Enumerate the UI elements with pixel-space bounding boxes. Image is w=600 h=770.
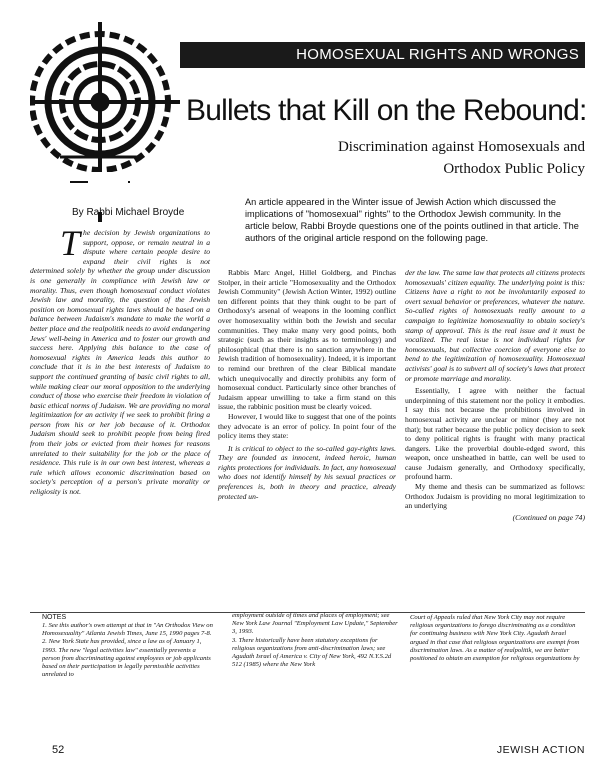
column-2-paragraph-2: However, I would like to suggest that one of the points they advocate is an error of policy. In point four of the policy items they state: (218, 411, 396, 441)
column-3-quote: der the law. The same law that protects all citizens protects homosexuals' citizen equality. The underlying point is this: Citizens have a right to not be involuntarily exposed to overt sexual behavior or preferences, whatever the nature. So-called rights of homosexuals really amount to a campaign to legitimize homosexuality to obtain society's stamp of approval. This is the real issue and it must be vocalized. The real issue is not individual rights for homosexuals, but collective coercion of everyone else to bend to the legitimization of homosexuality. Homosexual activists' goal is to subvert all of society's laws that protect or promote marriage and morality. (405, 268, 585, 383)
article-subtitle (300, 136, 585, 180)
column-3 (405, 268, 585, 522)
magazine-name: JEWISH ACTION (496, 744, 585, 756)
drop-cap: T (60, 223, 81, 263)
footnote-column-2: employment outside of times and places of employment; see New York Law Journal "Employment Law Update," September 3, 1993. 3. There historically have been statutory exceptions for religious organizations from anti-discrimination laws; see Agudath Israel of America v. City of New York, 492 N.Y.S.2d 512 (1985) where the New York (232, 612, 398, 669)
continued-note: (Continued on page 74) (512, 512, 585, 522)
section-banner: HOMOSEXUAL RIGHTS AND WRONGS (180, 42, 585, 68)
subtitle-line-1: Discrimination against Homosexuals and (337, 139, 585, 155)
subtitle-line-2: Orthodox Public Policy (443, 161, 585, 177)
footnote-column-3: Court of Appeals ruled that New York City may not require religious organizations to forego discriminating as a condition for continuing business with New York City. Agudath Israel argued in that case that religious organizations are exempt from discrimination laws. As a matter of realpolitik, we are better positioned to obtain an exemption for religious organizations by (410, 614, 580, 663)
column-3-paragraph-2: Essentially, I agree with neither the factual underpinning of this statement nor the policy it embodies. I say this not because the prohibitions involved in homosexual activity are unclear or minor (they are not that); but rather because the public policy decision to seek to deny political rights is fraught with many practical dangers. Like the proverbial double-edged sword, this weapon, once unsheathed in battle, can well be used to cause Judaism generally, and Orthodoxy specifically, profound harm. (405, 386, 585, 482)
column-3-paragraph-3: My theme and thesis can be summarized as follows: Orthodox Judaism is providing no moral legitimization to an underlying (405, 482, 585, 511)
column-2 (218, 268, 396, 501)
intro-paragraph: An article appeared in the Winter issue of Jewish Action which discussed the implications of "homosexual" rights" to the Orthodox Jewish community. In the article below, Rabbi Broyde questions one of the points outlined in that article. The authors of the original article respond on the following page. (245, 197, 579, 243)
column-1-text: he decision by Jewish organizations to support, oppose, or remain neutral in a dispute where certain people desire to expand their civil rights is not determined solely by whether the group under discussion is one generally in compliance with Jewish law or morality. Thus, even though homosexual conduct violates Jewish law and morality, the question of the Jewish position on homosexual rights laws should be based on a balance between Judaism's mandate to make the world a better place and the realpolitik needs to avoid endangering Jews' well-being in America and to foster our growth and success here. Applying this balance to the case of homosexual rights in America leads this author to conclude that it is in the best interests of Judaism to support the continued granting of basic civil rights to all, while making clear our moral opposition to the underlying conduct of those who exercise their freedom in violation of basic ethical norms of Judaism. We are providing no moral legitimization for an activity if we seek to prohibit firing a person from his or her job because of it. Orthodox Judaism should seek to prohibit people from being fired from their jobs or evicted from their homes for reasons unrelated to their suitability for the job or the place of residence. This rule is in our own best interest, whereas a rule which allows economic discrimination based on society's perception of a person's private morality or religiosity is not. (30, 228, 210, 497)
column-1 (30, 223, 210, 497)
article-title: Bullets that Kill on the Rebound: (186, 94, 587, 127)
notes-label: NOTES (42, 614, 67, 621)
page-number: 52 (52, 744, 65, 756)
byline: By Rabbi Michael Broyde (72, 207, 185, 218)
footnote-column-1: 1. See this author's own attempt at that in "An Orthodox View on Homosexuality" Atlanta Jewish Times, June 15, 1990 pages 7-8. 2. New York State has provided, since a law as of January 1, 1993. The new "legal activities law" essentially prevents a person from discriminating against employees or job applicants based on their participation in legally permissible activities unrelated to (42, 622, 213, 679)
target-graphic-icon (30, 22, 180, 222)
column-2-quote: It is critical to object to the so-called gay-rights laws. They are founded as innocent, indeed heroic, human rights protections for individuals. In fact, any homosexual who does not identify himself by his sexual practices or preferences is, both in theory and practice, already protected un- (218, 443, 396, 501)
column-2-paragraph-1: Rabbis Marc Angel, Hillel Goldberg, and Pinchas Stolper, in their article "Homosexuality and the Orthodox Jewish Community" (Jewish Action Winter, 1992) outline ten different points that they think ought to be part of Orthodoxy's arsenal of weapons in the looming conflict over homosexuality within both the Jewish and secular communities. They make many very good points, both strategic (such as their insights as to terminology) and philosophical (that there is no sanction anywhere in the Jewish tradition of homosexuality). Indeed, it is important to remind our brethren of the clear Biblical mandate which unequivocally and directly prohibits any form of homosexual conduct. Particularly since other branches of Judaism appear unwilling to take a firm stand on this issue, the rabbinic position must be clearly voiced. (218, 268, 396, 412)
